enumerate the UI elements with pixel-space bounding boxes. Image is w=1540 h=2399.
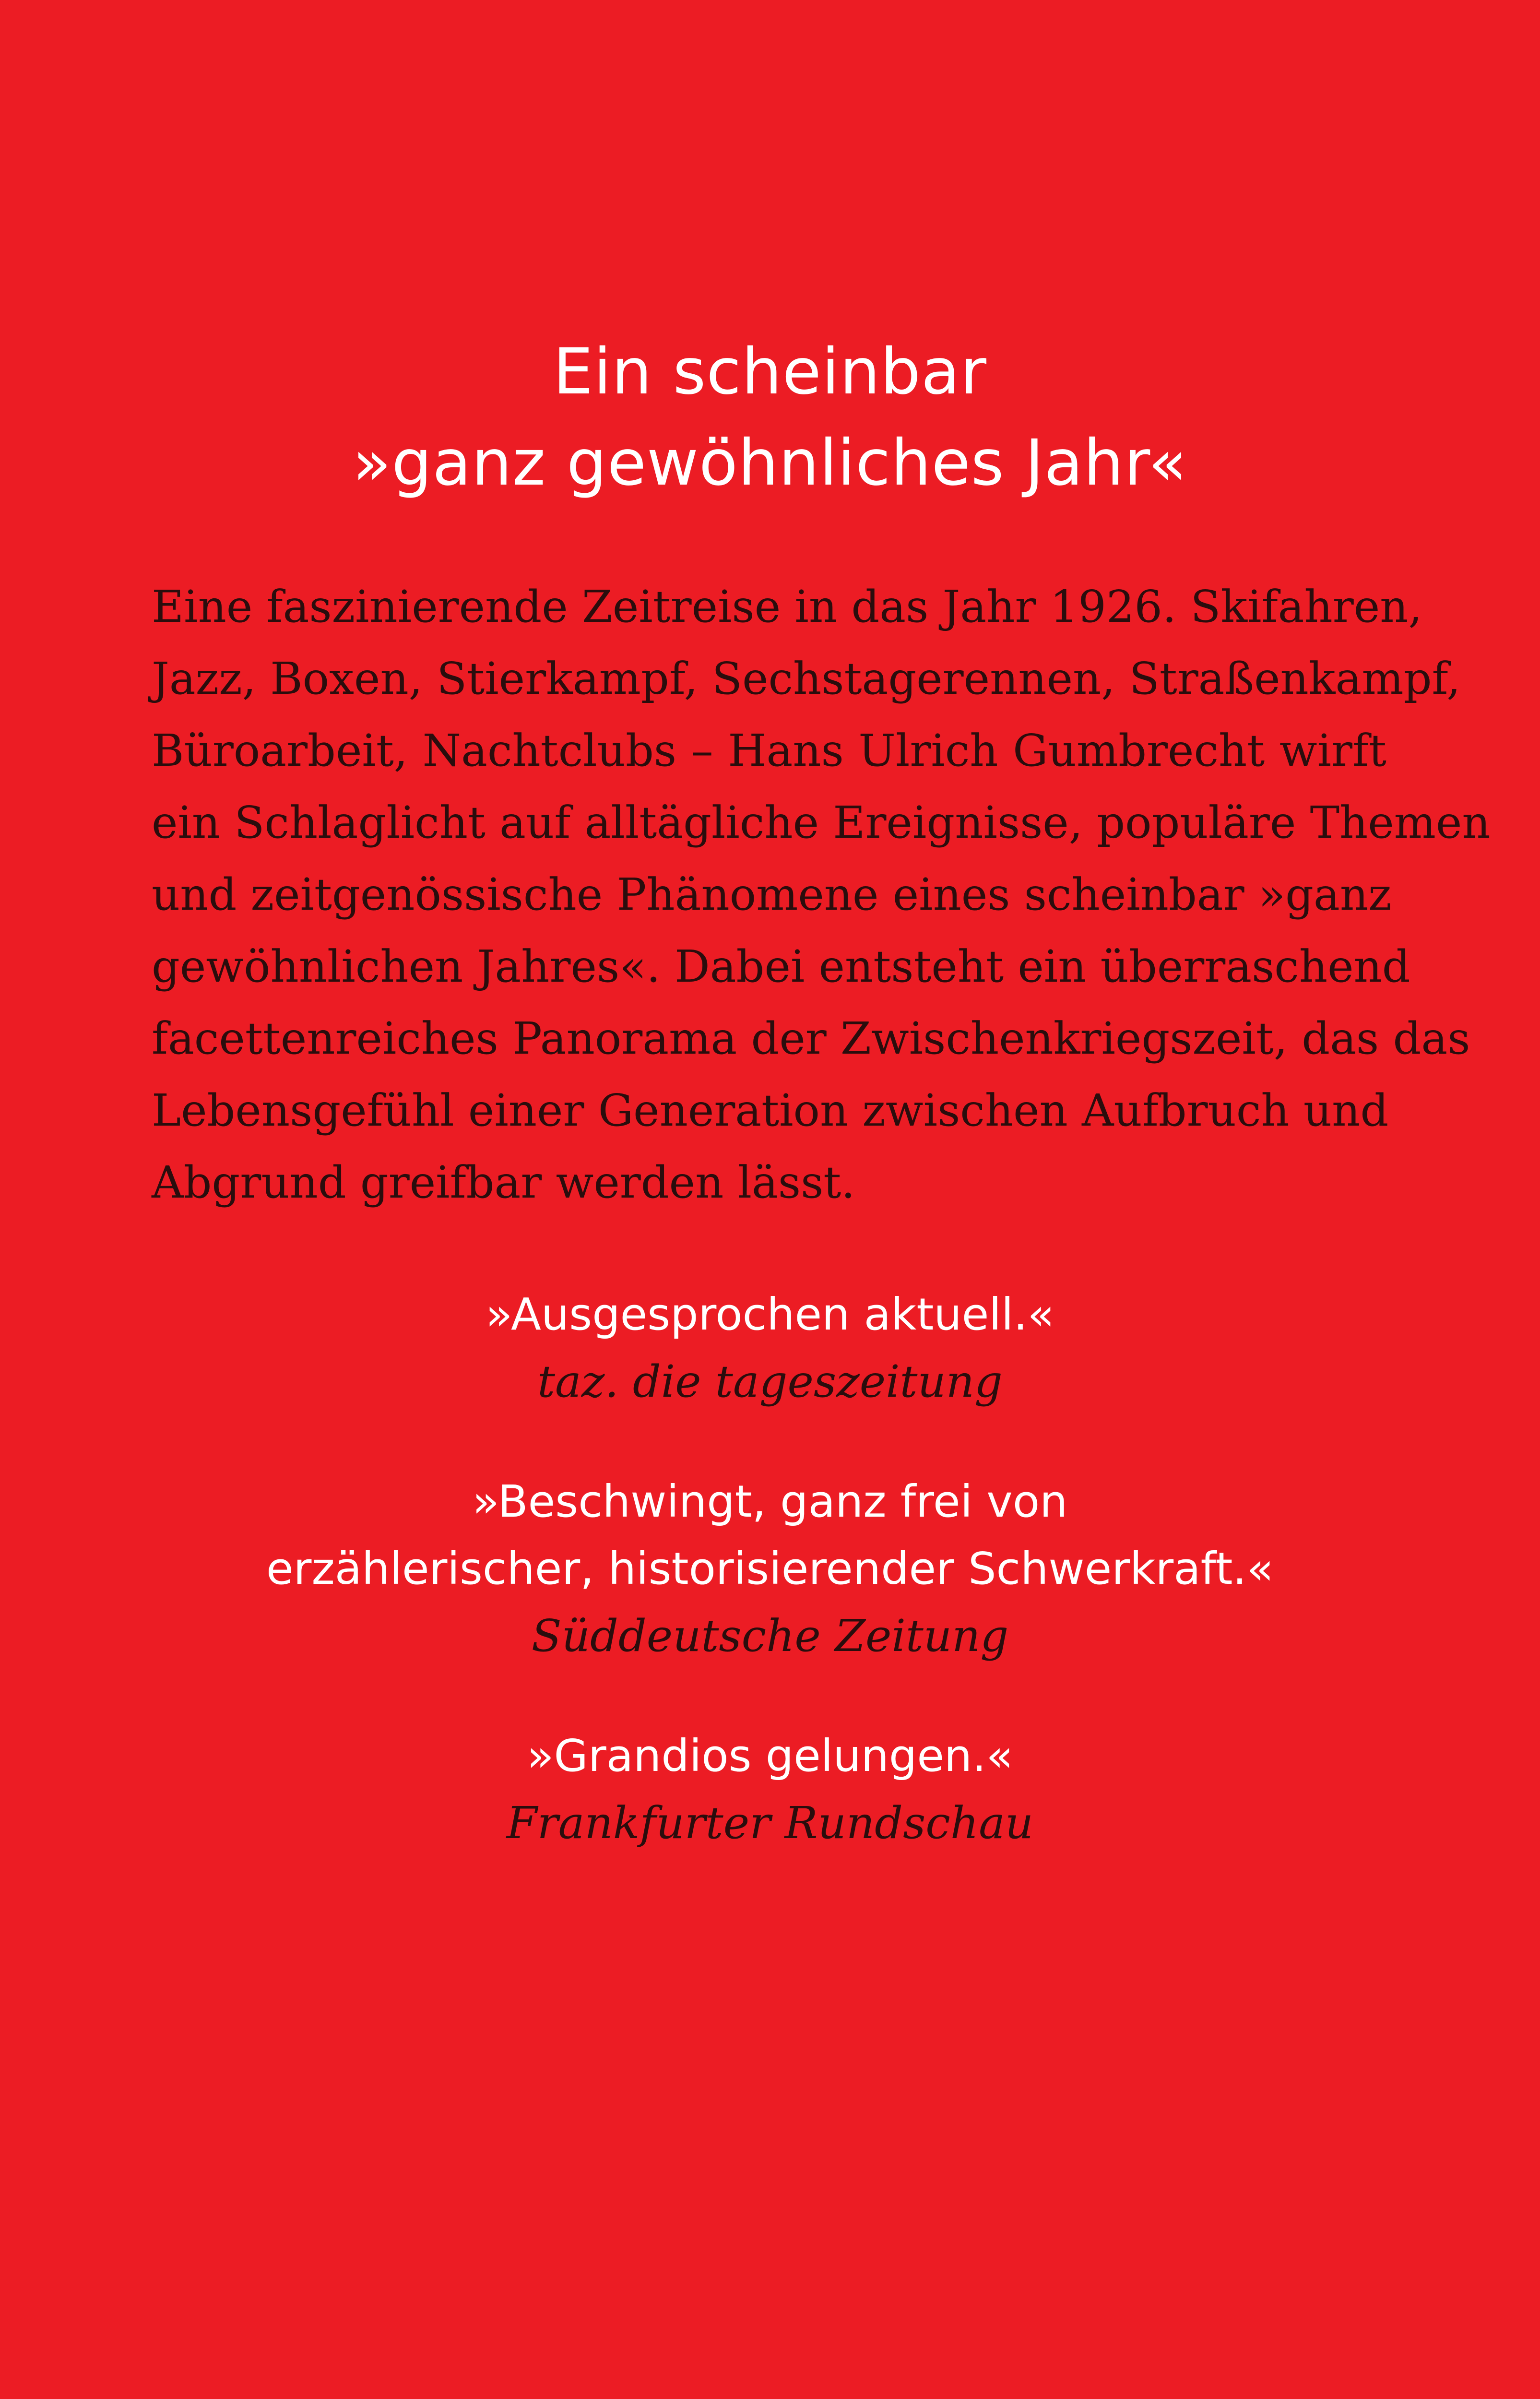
headline-line-1: Ein scheinbar <box>553 335 987 409</box>
review-quote-sueddeutsche <box>144 1468 1396 1670</box>
blurb-line: facettenreiches Panorama der Zwischenkriegszeit, das das <box>152 1013 1470 1064</box>
quote-text: erzählerischer, historisierender Schwerkraft.« <box>266 1543 1274 1594</box>
review-quote-taz <box>144 1281 1396 1415</box>
quote-source: Süddeutsche Zeitung <box>531 1610 1009 1662</box>
quote-text: »Beschwingt, ganz frei von <box>472 1476 1068 1527</box>
quote-text: »Ausgesprochen aktuell.« <box>486 1289 1054 1340</box>
quote-source: taz. die tageszeitung <box>537 1356 1003 1407</box>
review-quote-frankfurter <box>144 1722 1396 1857</box>
headline-line-2: »ganz gewöhnliches Jahr« <box>352 426 1188 500</box>
blurb-line: gewöhnlichen Jahres«. Dabei entsteht ein überraschend <box>152 941 1410 992</box>
blurb-paragraph <box>152 571 1491 1219</box>
blurb-line: Eine faszinierende Zeitreise in das Jahr 1926. Skifahren, <box>152 581 1422 632</box>
blurb-line: Lebensgefühl einer Generation zwischen Aufbruch und <box>152 1085 1389 1136</box>
blurb-line: und zeitgenössische Phänomene eines scheinbar »ganz <box>152 869 1392 920</box>
quote-text: »Grandios gelungen.« <box>527 1730 1013 1781</box>
headline <box>144 326 1396 509</box>
blurb-line: Abgrund greifbar werden lässt. <box>152 1157 855 1208</box>
blurb-line: Jazz, Boxen, Stierkampf, Sechstagerennen, Straßenkampf, <box>152 653 1461 704</box>
blurb-line: ein Schlaglicht auf alltägliche Ereignisse, populäre Themen <box>152 797 1491 848</box>
blurb-line: Büroarbeit, Nachtclubs – Hans Ulrich Gumbrecht wirft <box>152 725 1386 776</box>
quote-source: Frankfurter Rundschau <box>506 1797 1034 1849</box>
